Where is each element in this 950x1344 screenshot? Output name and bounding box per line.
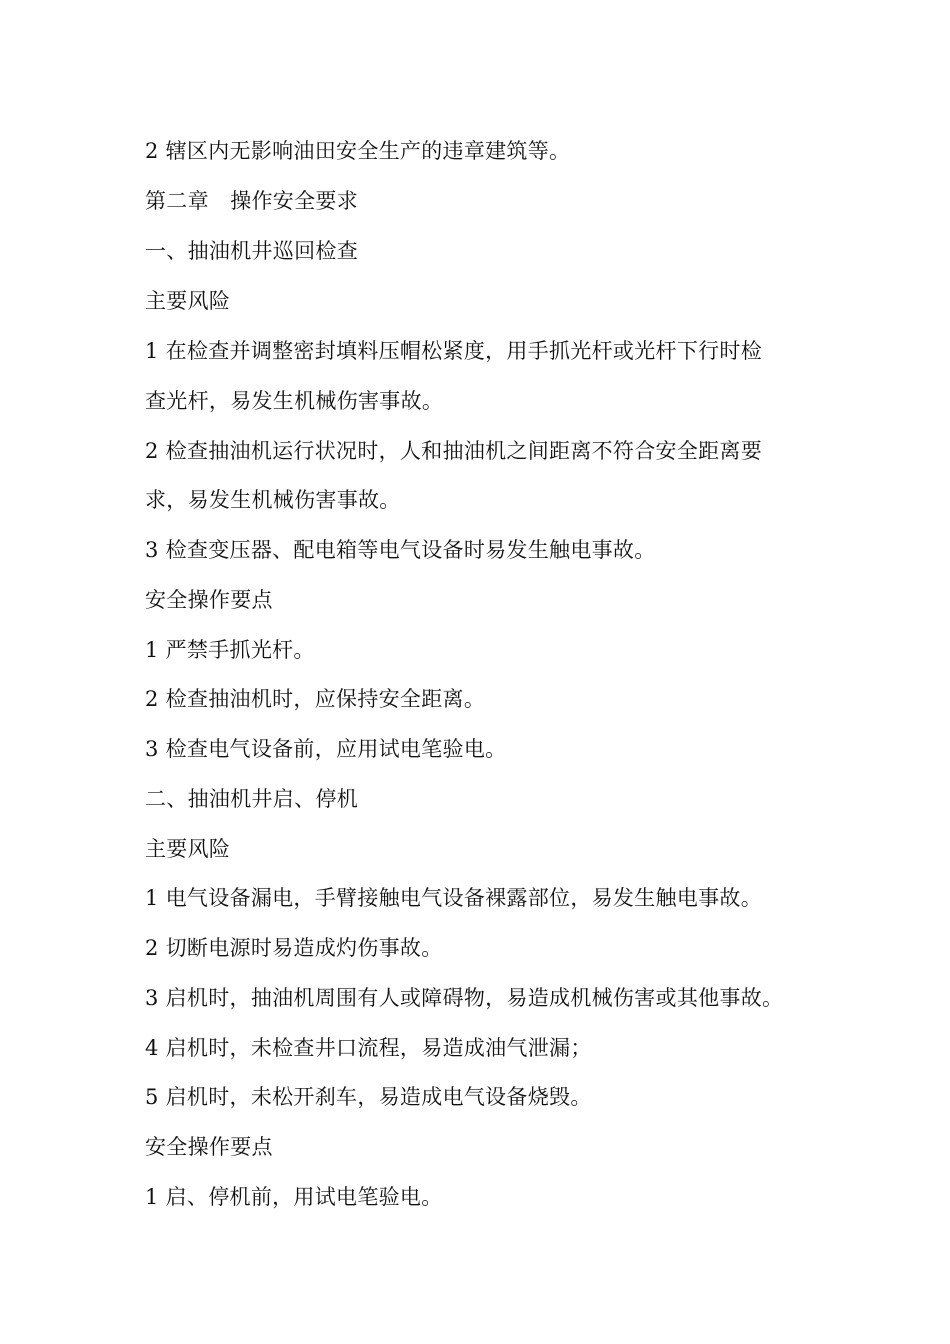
line-item: 1 严禁手抓光杆。 [145, 638, 315, 662]
line-item: 求，易发生机械伤害事故。 [145, 488, 401, 512]
subsection-heading: 主要风险 [145, 289, 231, 313]
subsection-heading: 安全操作要点 [145, 588, 273, 612]
line-item: 2 辖区内无影响油田安全生产的违章建筑等。 [145, 139, 571, 163]
line-item: 5 启机时，未松开刹车，易造成电气设备烧毁。 [145, 1085, 592, 1109]
subsection-heading: 主要风险 [145, 837, 231, 861]
line-item: 3 检查电气设备前，应用试电笔验电。 [145, 737, 507, 761]
section-heading: 二、抽油机井启、停机 [145, 787, 358, 811]
line-item: 4 启机时，未检查井口流程，易造成油气泄漏； [145, 1036, 592, 1060]
line-item: 2 检查抽油机运行状况时，人和抽油机之间距离不符合安全距离要 [145, 439, 763, 463]
line-item: 查光杆，易发生机械伤害事故。 [145, 389, 444, 413]
chapter-heading: 第二章 操作安全要求 [145, 189, 358, 213]
line-item: 3 检查变压器、配电箱等电气设备时易发生触电事故。 [145, 538, 656, 562]
line-item: 1 在检查并调整密封填料压帽松紧度，用手抓光杆或光杆下行时检 [145, 339, 763, 363]
line-item: 2 切断电源时易造成灼伤事故。 [145, 936, 443, 960]
section-heading: 一、抽油机井巡回检查 [145, 239, 358, 263]
line-item: 1 电气设备漏电，手臂接触电气设备裸露部位，易发生触电事故。 [145, 886, 763, 910]
line-item: 2 检查抽油机时，应保持安全距离。 [145, 687, 486, 711]
line-item: 1 启、停机前，用试电笔验电。 [145, 1185, 443, 1209]
subsection-heading: 安全操作要点 [145, 1135, 273, 1159]
line-item: 3 启机时，抽油机周围有人或障碍物，易造成机械伤害或其他事故。 [145, 986, 784, 1010]
